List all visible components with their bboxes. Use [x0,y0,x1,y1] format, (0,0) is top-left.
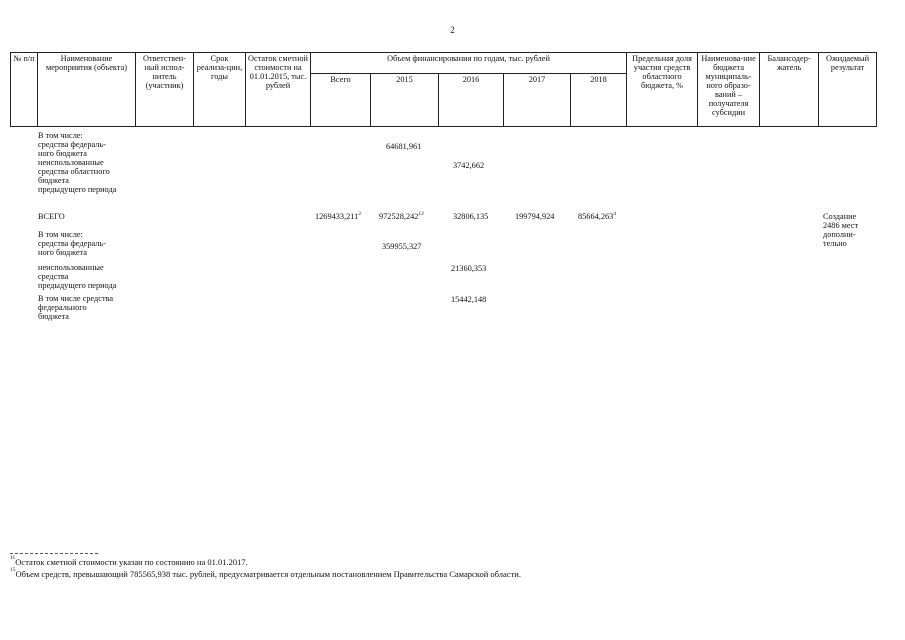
col-holder: Балансодер-жатель [760,53,819,127]
col-responsible: Ответствен-ный испол-нитель (участник) [136,53,194,127]
footnote-separator [10,553,98,554]
value-unused-2016: 3742,662 [453,161,485,170]
page-number: 2 [450,25,455,35]
row-label-incl-federal-c: бюджета [38,312,69,321]
row-label-unused-1c: бюджета [38,176,69,185]
value-total-2016: 32806,135 [453,212,489,221]
value-total-2018: 85664,263$^4$ [578,211,617,221]
col-total: Всего [311,74,371,127]
col-2018: 2018 [571,74,627,127]
col-funding: Объем финансирования по годам, тыс. рублей [311,53,627,74]
value-total-remainder: 1269433,211$^2$ [315,211,362,221]
col-term: Срок реализа-ции, годы [194,53,246,127]
value-unused-2-2016: 21360,353 [451,264,487,273]
col-share: Предельная доля участия средств областного бюджета, % [627,53,698,127]
row-label-federal-1b: ного бюджета [38,149,87,158]
row-label-federal-2a: средства федераль- [38,239,106,248]
row-label-unused-2b: средства [38,272,69,281]
row-label-unused-2a: неиспользованные [38,263,104,272]
value-federal-2015: 64681,961 [386,142,422,151]
result-line-a: Создание [823,212,857,221]
col-2017: 2017 [504,74,571,127]
value-total-all: 972528,242$^{12}$ [379,211,424,221]
row-label-incl-federal-a: В том числе средства [38,294,114,303]
table-header [10,52,877,127]
col-2016: 2016 [439,74,504,127]
row-label-unused-2c: предыдущего периода [38,281,117,290]
row-label-federal-1a: средства федераль- [38,140,106,149]
row-label-incl-2: В том числе: [38,230,83,239]
col-remainder: Остаток сметной стоимости на 01.01.2015, тыс. рублей [246,53,311,127]
footnote-11: $^{11}$Остаток сметной стоимости указан по состоянию на 01.01.2017. [10,555,248,567]
footnote-15: $^{15}$Объем средств, превышающий 785565,938 тыс. рублей, предусматривается отдельным постановлением Правительства Самарской области. [10,567,521,579]
row-label-unused-1a: неиспользованные [38,158,104,167]
row-label-total: ВСЕГО [38,212,65,221]
value-federal-total: 359955,327 [382,242,422,251]
row-label-unused-1b: средства областного [38,167,110,176]
row-label-incl-1: В том числе: [38,131,83,140]
col-name: Наименование мероприятия (объекта) [38,53,136,127]
result-line-d: тельно [823,239,847,248]
value-incl-federal-2016: 15442,148 [451,295,487,304]
row-label-federal-2b: ного бюджета [38,248,87,257]
result-line-b: 2486 мест [823,221,859,230]
row-label-unused-1d: предыдущего периода [38,185,117,194]
result-line-c: дополни- [823,230,856,239]
col-result: Ожидаемый результат [819,53,877,127]
row-label-incl-federal-b: федерального [38,303,87,312]
col-num: № п/п [11,53,38,127]
value-total-2017: 199794,924 [515,212,555,221]
col-municipality: Наименова-ние бюджета муниципаль-ного образо-ваний – получателя субсидии [698,53,760,127]
col-2015: 2015 [371,74,439,127]
